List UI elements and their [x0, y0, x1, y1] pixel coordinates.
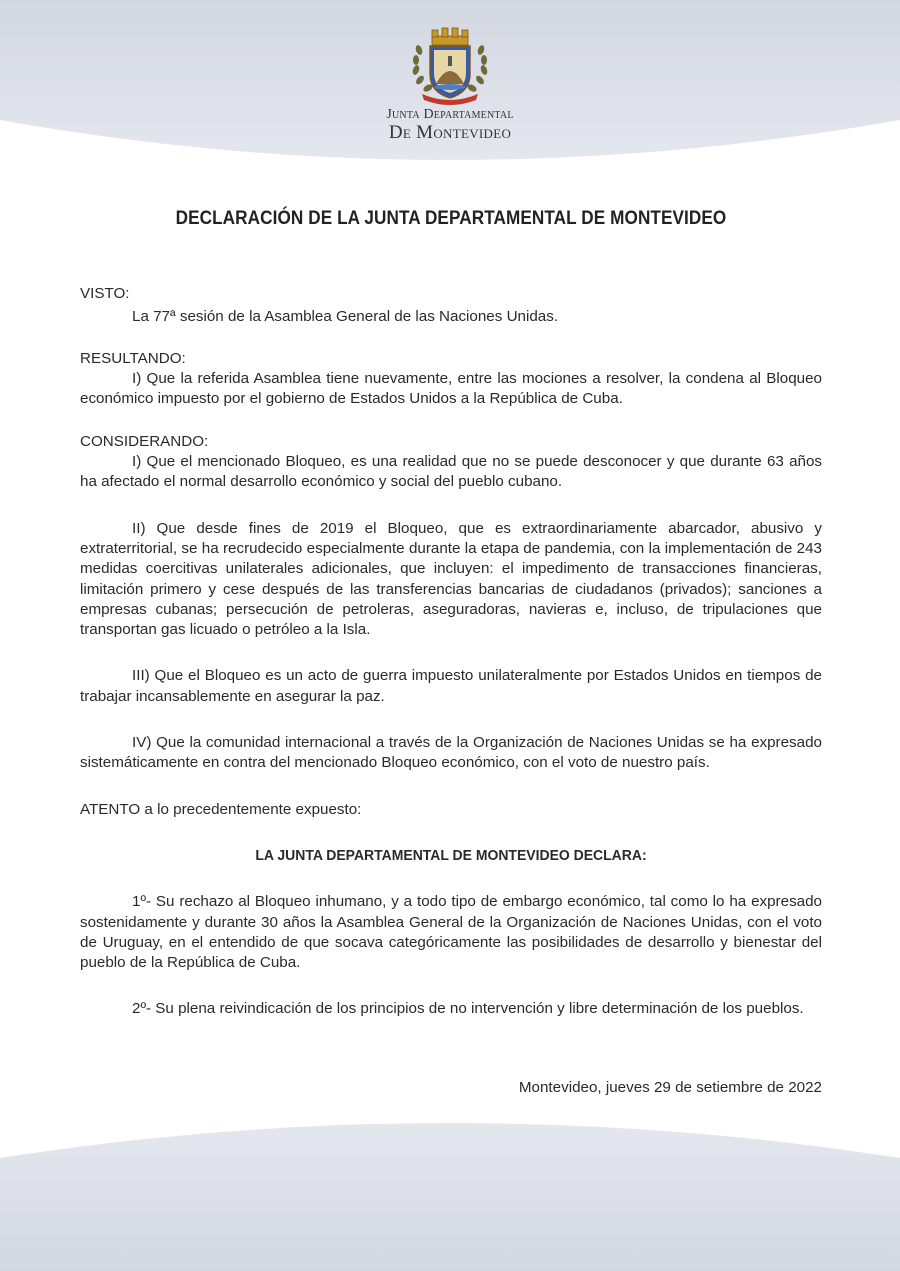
declara-item: 1º- Su rechazo al Bloqueo inhumano, y a todo tipo de embargo económico, tal como lo ha expresado sostenidamente y durante 30 años la Asamblea General de la Organización de Naciones Unidas, con el voto de Uruguay, en el entendido de que socava categóricamente las posibilidades de desarrollo y bienestar del pueblo de la República de Cuba.	[80, 893, 822, 972]
document-title: DECLARACIÓN DE LA JUNTA DEPARTAMENTAL DE MONTEVIDEO	[175, 207, 727, 229]
considerando-item: IV) Que la comunidad internacional a través de la Organización de Naciones Unidas se ha expresado sistemáticamente en contra del mencionado Bloqueo económico, con el voto de nuestro país.	[80, 734, 822, 772]
considerando-label: CONSIDERANDO:	[80, 432, 209, 450]
resultando-text: I) Que la referida Asamblea tiene nuevamente, entre las mociones a resolver, la condena al Bloqueo económico impuesto por el gobierno de Estados Unidos a la República de Cuba.	[80, 370, 822, 408]
visto-text: La 77ª sesión de la Asamblea General de las Naciones Unidas.	[132, 307, 559, 325]
atento-text: ATENTO a lo precedentemente expuesto:	[80, 800, 362, 818]
coat-of-arms-icon	[402, 22, 498, 106]
document-body	[80, 208, 822, 1098]
declara-item: 2º- Su plena reivindicación de los principios de no intervención y libre determinación de los pueblos.	[132, 1000, 804, 1018]
considerando-item: I) Que el mencionado Bloqueo, es una realidad que no se puede desconocer y que durante 63 años ha afectado el normal desarrollo económico y social del pueblo cubano.	[80, 453, 822, 491]
resultando-label: RESULTANDO:	[80, 349, 186, 367]
considerando-item: III) Que el Bloqueo es un acto de guerra impuesto unilateralmente por Estados Unidos en tiempos de trabajar incansablemente en asegurar la paz.	[80, 667, 822, 705]
considerando-item: II) Que desde fines de 2019 el Bloqueo, que es extraordinariamente abarcador, abusivo y extraterritorial, se ha recrudecido especialmente durante la etapa de pandemia, con la implementación de 243 medidas coercitivas unilaterales adicionales, que incluyen: el impedimento de transacciones financieras, limitación primero y cese después de las transferencias bancarias de ciudadanos (privados); sanciones a empresas cubanas; persecución de petroleras, aseguradoras, navieras e, incluso, de tripulaciones que transportan gas licuado o petróleo a la Isla.	[80, 519, 822, 639]
signature-date: Montevideo, jueves 29 de setiembre de 2022	[518, 1078, 822, 1096]
organization-name	[0, 108, 900, 142]
visto-label: VISTO:	[80, 285, 130, 303]
letterhead	[0, 22, 900, 142]
organization-name-line1: Junta Departamental	[386, 107, 514, 122]
organization-name-line2: De Montevideo	[388, 122, 512, 143]
footer-background-band	[0, 1118, 900, 1271]
declara-heading: LA JUNTA DEPARTAMENTAL DE MONTEVIDEO DECLARA:	[255, 846, 647, 864]
